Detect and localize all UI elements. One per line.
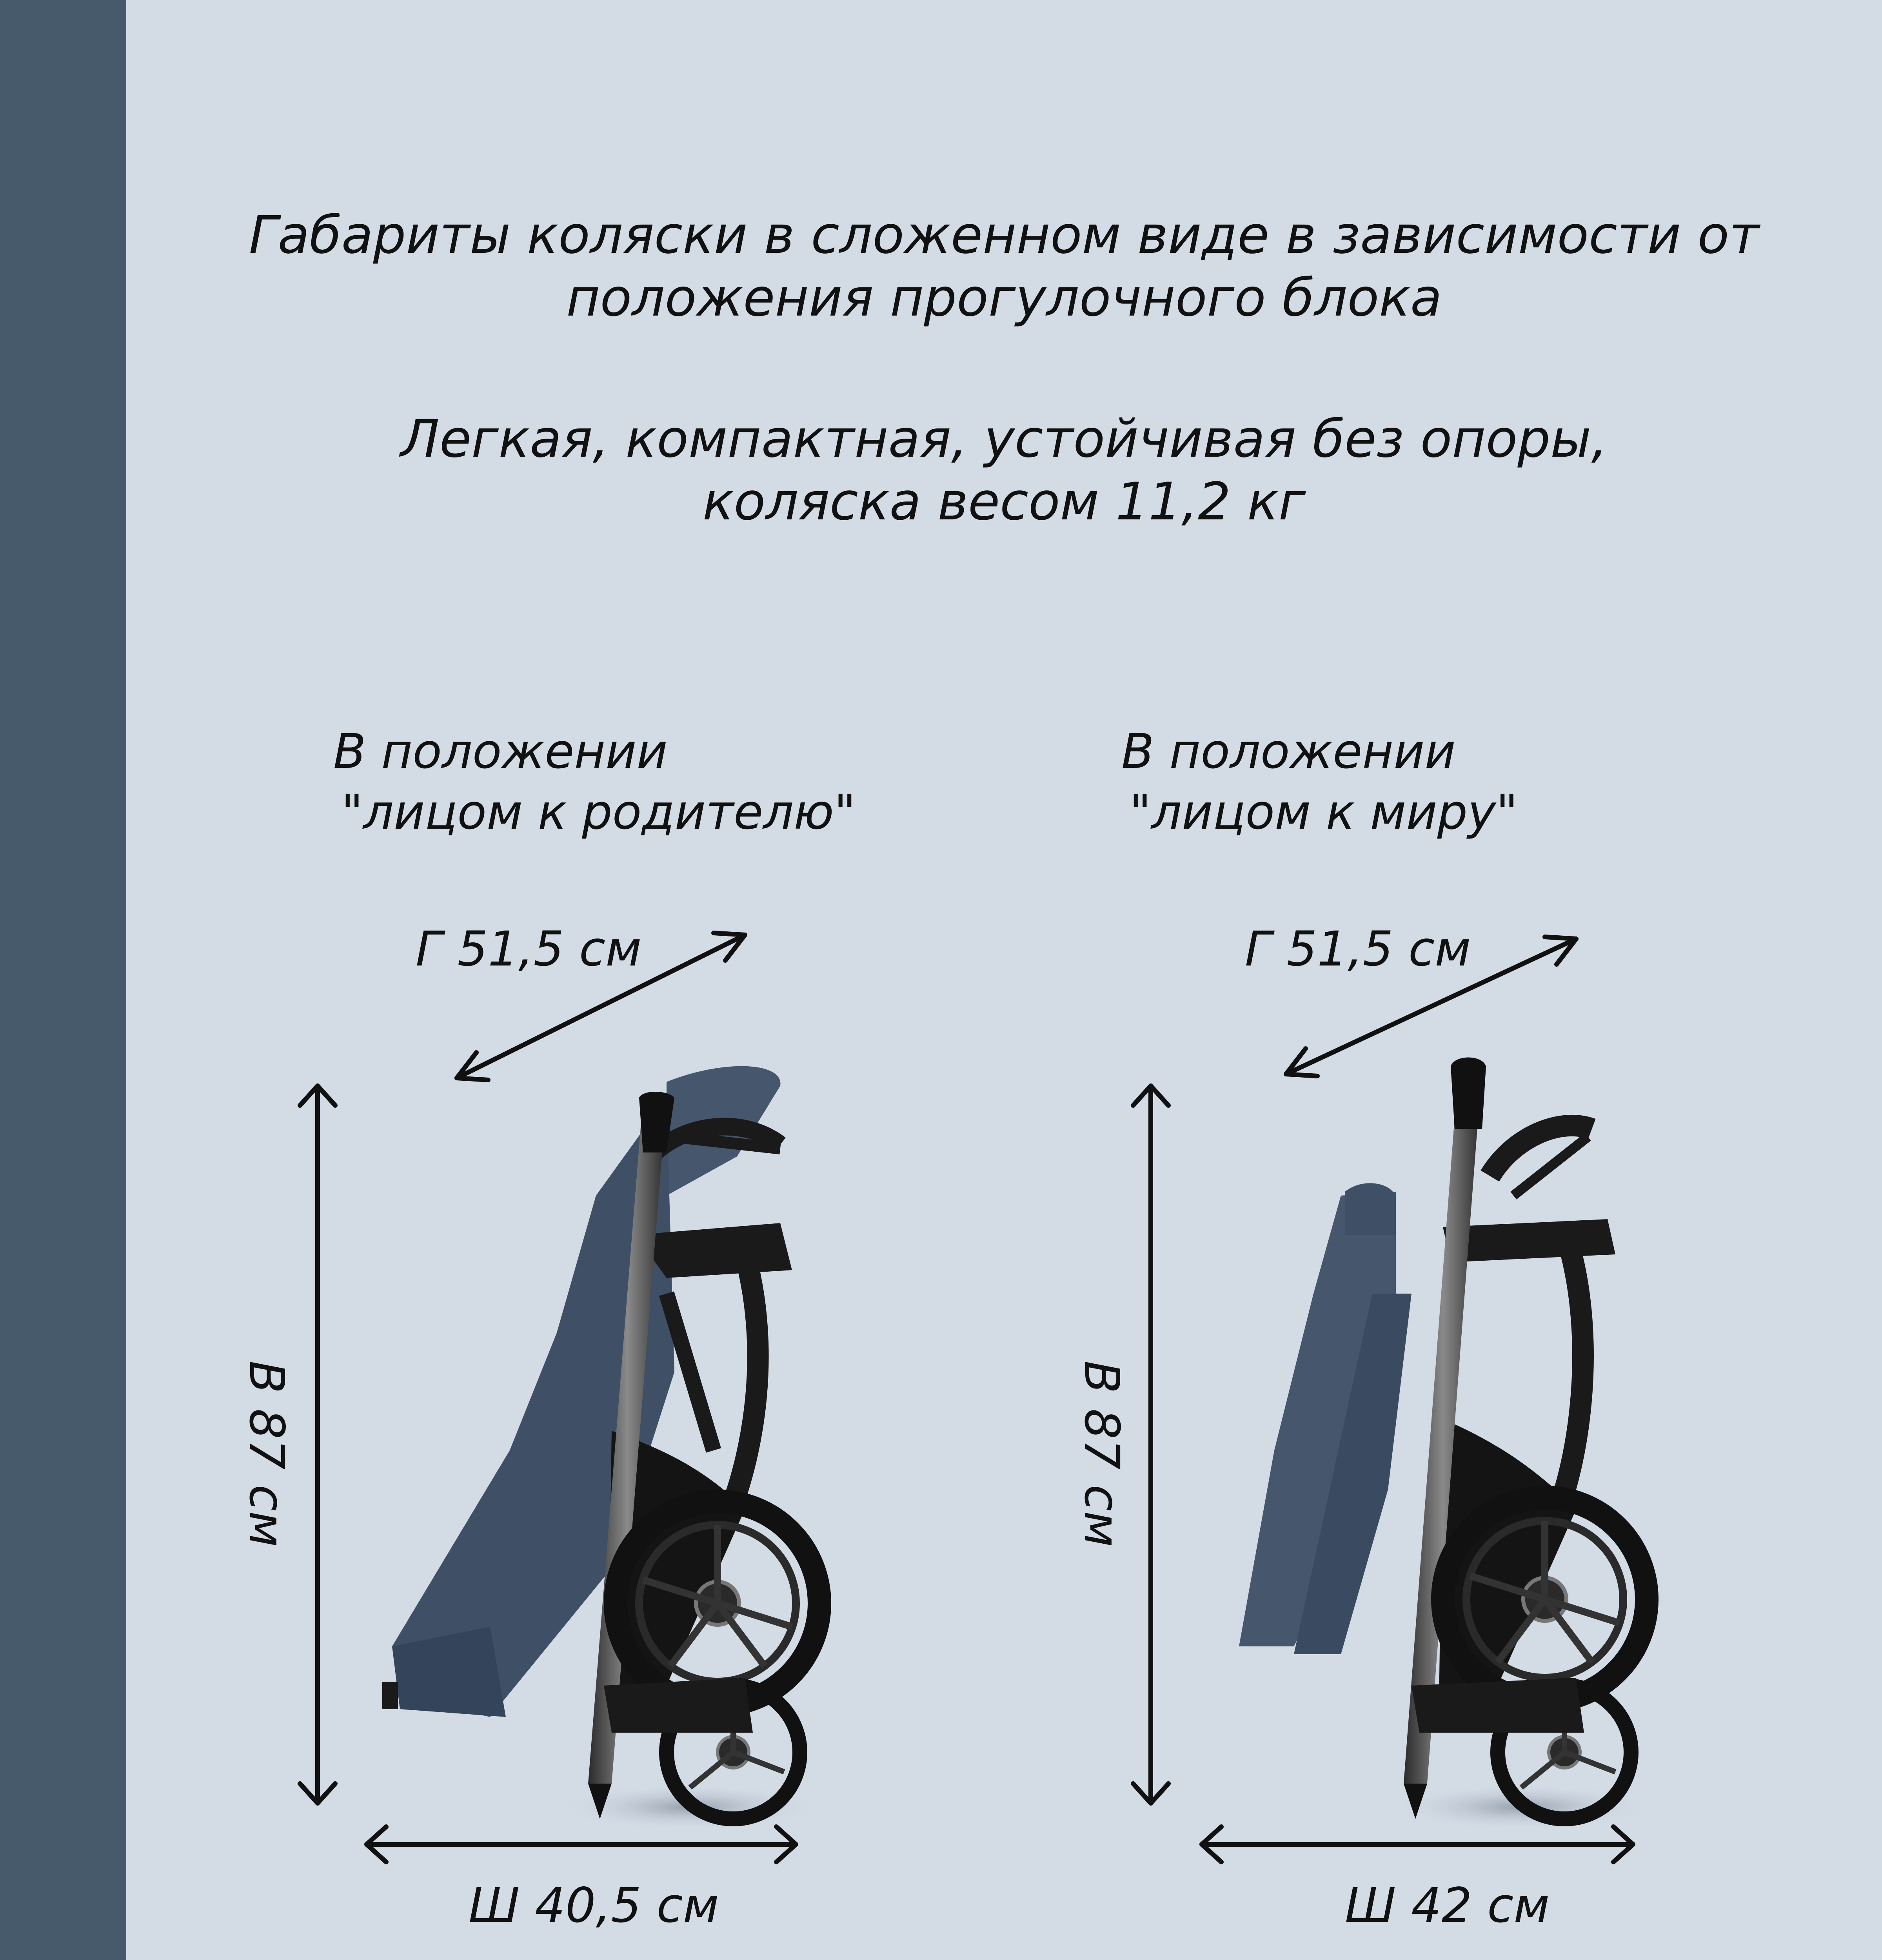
stroller-right-illustration xyxy=(1239,1058,1651,1831)
right-depth-label: Г 51,5 см xyxy=(1245,921,1471,977)
left-height-label: В 87 см xyxy=(239,1361,294,1547)
headline-line2: положения прогулочного блока xyxy=(566,268,1442,328)
left-width-arrow xyxy=(367,1827,796,1862)
position-title-left-line1: В положении xyxy=(333,724,668,779)
right-height-arrow xyxy=(1133,1086,1168,1803)
right-height-label: В 87 см xyxy=(1074,1361,1130,1547)
left-width-label: Ш 40,5 см xyxy=(469,1878,719,1933)
headline-line1: Габариты коляски в сложенном виде в зависимости от xyxy=(249,205,1760,265)
subheadline-line1: Легкая, компактная, устойчивая без опоры, xyxy=(400,409,1608,469)
left-depth-label: Г 51,5 см xyxy=(416,921,642,977)
position-title-right-line1: В положении xyxy=(1121,724,1456,779)
subheadline-line2: коляска весом 11,2 кг xyxy=(702,472,1306,532)
position-title-right-line2: "лицом к миру" xyxy=(1129,784,1518,840)
left-height-arrow xyxy=(300,1086,335,1803)
position-title-left-line2: "лицом к родителю" xyxy=(341,784,856,840)
stroller-left-illustration xyxy=(382,1066,819,1831)
right-width-arrow xyxy=(1202,1827,1633,1862)
right-width-label: Ш 42 см xyxy=(1345,1878,1550,1933)
